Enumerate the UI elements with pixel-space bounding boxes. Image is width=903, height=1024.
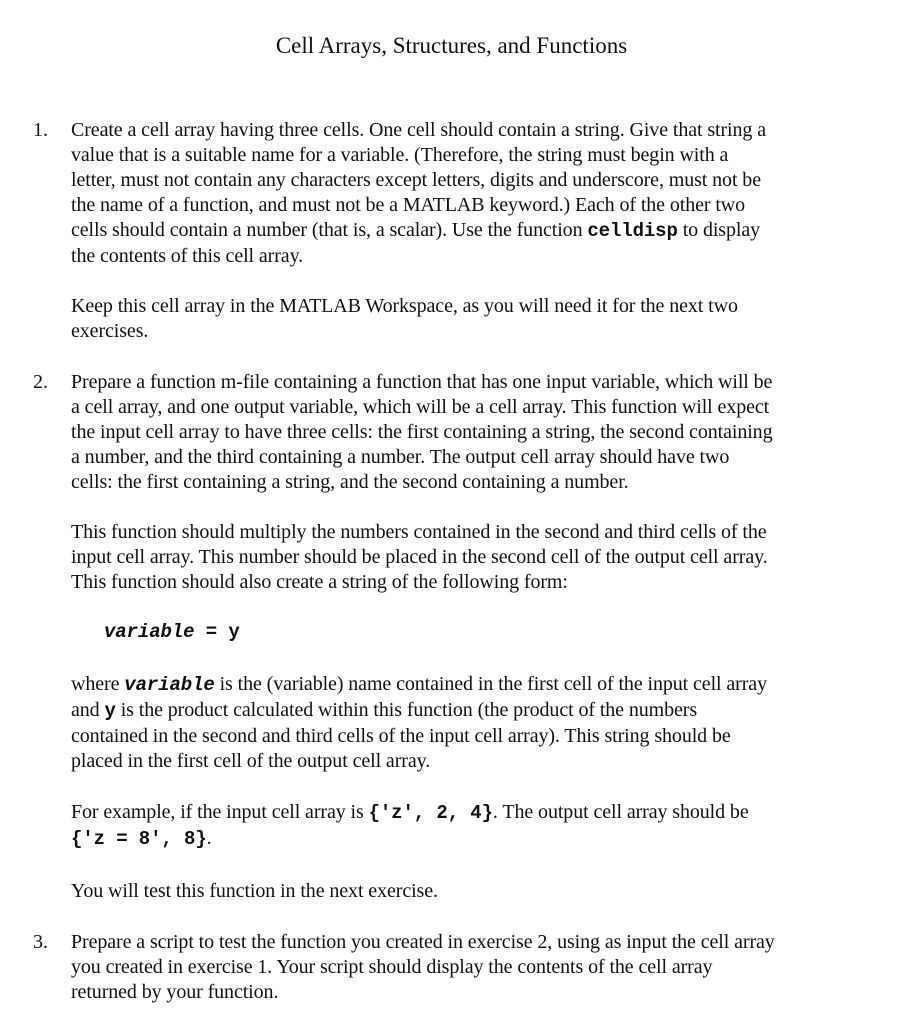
item-3-number: 3. [33,931,48,953]
item-2-paragraph-1: Prepare a function m-file containing a function that has one input variable, which will be a cell array, and one output variable, which will be a cell array. This function will expect the input cell array to have three cells: the first containing a string, the second containing a number, and the third containing a number. The output cell array should have two cells: the first containing a string, and the second containing a number. [71,371,773,493]
celldisp-code: celldisp [587,220,678,242]
item-3-paragraph-1: Prepare a script to test the function you created in exercise 2, using as input the cell array you created in exercise 1. Your script should display the contents of the cell array returned by your function. [71,931,775,1003]
item-2-paragraph-4: For example, if the input cell array is {'z', 2, 4}. The output cell array should be {'z = 8', 8}. [71,801,749,850]
item-2-number: 2. [33,371,48,393]
code-example-line: variable = y [104,621,240,643]
item-1-paragraph-1: Create a cell array having three cells. One cell should contain a string. Give that string a value that is a suitable name for a variable. (Therefore, the string must begin with a letter, must not contain any characters except letters, digits and underscore, must not be the name of a function, and must not be a MATLAB keyword.) Each of the other two cells should contain a number (that is, a scalar). Use the function celldisp to display the contents of this cell array. [71,119,766,267]
item-2-paragraph-3: where variable is the (variable) name contained in the first cell of the input cell array and y is the product calculated within this function (the product of the numbers contained in the second and third cells of the input cell array). This string should be placed in the first cell of the output cell array. [71,673,767,772]
document-title: Cell Arrays, Structures, and Functions [275,33,628,58]
item-2-paragraph-5: You will test this function in the next exercise. [71,880,438,902]
item-1-paragraph-2: Keep this cell array in the MATLAB Workspace, as you will need it for the next two exercises. [71,295,738,342]
item-2-paragraph-2: This function should multiply the numbers contained in the second and third cells of the input cell array. This number should be placed in the second cell of the output cell array. This function should also create a string of the following form: [71,521,768,593]
item-1-number: 1. [33,119,48,141]
